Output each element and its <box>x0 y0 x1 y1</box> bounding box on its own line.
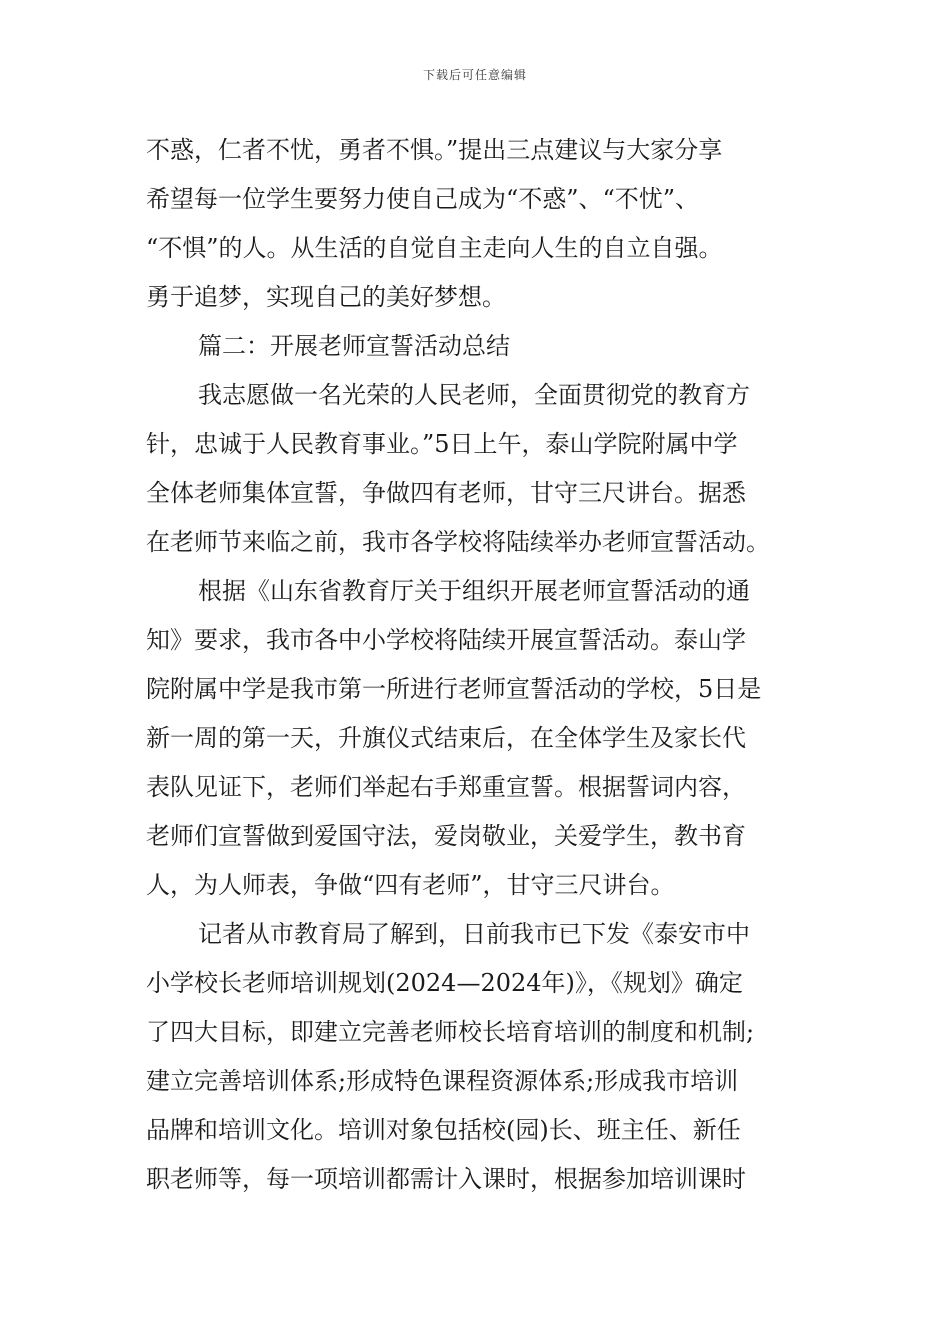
text-line: 我志愿做一名光荣的人民老师，全面贯彻党的教育方 <box>198 381 750 409</box>
text-line: 建立完善培训体系;形成特色课程资源体系;形成我市培训 <box>146 1067 739 1095</box>
page-header: 下载后可任意编辑 <box>422 68 527 82</box>
text-line: 人，为人师表，争做“四有老师”，甘守三尺讲台。 <box>146 871 675 899</box>
text-line: 表队见证下，老师们举起右手郑重宣誓。根据誓词内容， <box>146 773 746 801</box>
document-body <box>146 126 810 1204</box>
text-line: 根据《山东省教育厅关于组织开展老师宣誓活动的通 <box>198 577 750 605</box>
text-line: 了四大目标，即建立完善老师校长培育培训的制度和机制; <box>146 1018 755 1046</box>
text-line: 院附属中学是我市第一所进行老师宣誓活动的学校，5日是 <box>146 675 762 703</box>
text-line: 职老师等，每一项培训都需计入课时，根据参加培训课时 <box>146 1165 746 1193</box>
text-line: “不惧”的人。从生活的自觉自主走向人生的自立自强。 <box>146 234 723 262</box>
text-line: 不惑，仁者不忧，勇者不惧。”提出三点建议与大家分享 <box>146 136 723 164</box>
section-heading: 篇二：开展老师宣誓活动总结 <box>198 332 510 360</box>
text-line: 品牌和培训文化。培训对象包括校(园)长、班主任、新任 <box>146 1116 741 1144</box>
text-line: 记者从市教育局了解到，日前我市已下发《泰安市中 <box>198 920 750 948</box>
text-line: 老师们宣誓做到爱国守法，爱岗敬业，关爱学生，教书育 <box>146 822 746 850</box>
text-line: 希望每一位学生要努力使自己成为“不惑”、“不忧”、 <box>146 185 700 213</box>
text-line: 在老师节来临之前，我市各学校将陆续举办老师宣誓活动。 <box>146 528 770 556</box>
text-line: 新一周的第一天，升旗仪式结束后，在全体学生及家长代 <box>146 724 746 752</box>
text-line: 全体老师集体宣誓，争做四有老师，甘守三尺讲台。据悉 <box>146 479 746 507</box>
text-line: 知》要求，我市各中小学校将陆续开展宣誓活动。泰山学 <box>146 626 746 654</box>
text-line: 针，忠诚于人民教育事业。”5日上午，泰山学院附属中学 <box>146 430 738 458</box>
text-line: 勇于追梦，实现自己的美好梦想。 <box>146 283 506 311</box>
text-line: 小学校长老师培训规划(2024—2024年)》，《规划》确定 <box>146 969 743 997</box>
